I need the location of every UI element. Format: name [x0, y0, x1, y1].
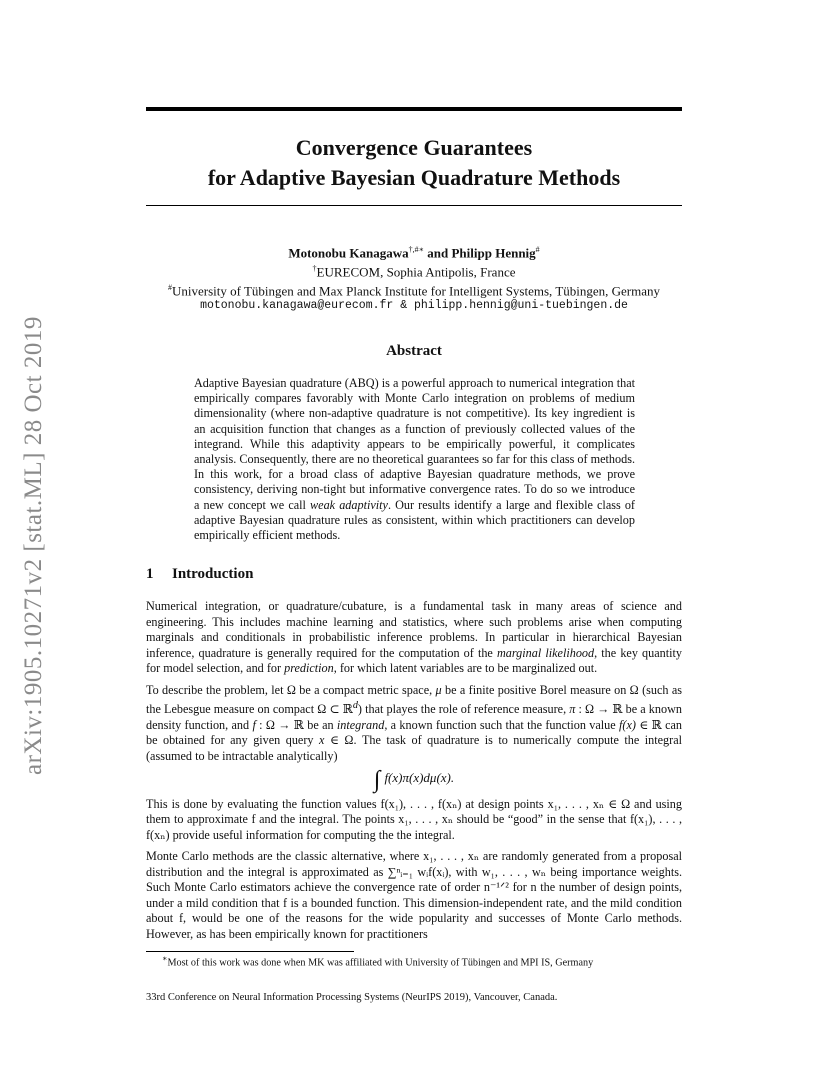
paragraph-2-superscript-d: d	[352, 700, 358, 711]
paragraph-2-x: x	[318, 733, 325, 748]
footnote-text: Most of this work was done when MK was affiliated with University of Tübingen and MPI IS, Germany	[167, 957, 594, 969]
paragraph-1-text-b: , the key quantity for model selection, and for	[146, 645, 682, 675]
paragraph-2-pi: π	[569, 702, 576, 717]
integral-equation	[146, 767, 682, 794]
author-block	[146, 242, 682, 314]
paragraph-1-text-a: Numerical integration, or quadrature/cubature, is a fundamental task in many areas of science and engineering. This includes machine learning and statistics, where such problems arise when computing marginals and conditionals in probabilistic inference problems. In particular in hierarchical Bayesian inference, quadrature is generally required for the computation of the	[146, 599, 682, 660]
paper-title	[146, 133, 682, 193]
paragraph-1-emphasis-2: prediction	[284, 661, 334, 675]
author-2-marks: #	[535, 245, 540, 254]
paragraph-1-text-c: , for which latent variables are to be marginalized out.	[333, 661, 598, 675]
paragraph-2-f: f	[252, 717, 256, 732]
section-heading-introduction	[146, 566, 253, 583]
footnote-rule	[146, 951, 354, 952]
paragraph-4: Monte Carlo methods are the classic alternative, where x₁, . . . , xₙ are randomly generated from a proposal distribution and the integral is approximated as ∑ⁿᵢ₌₁ wᵢf(xᵢ), with w₁, . . . , wₙ being importance weights. Such Monte Carlo estimators achieve the convergence rate of order n⁻¹ᐟ² for n the number of design points, under a mild condition that f is a bounded function. This dimension-independent rate, and the mild condition about f, would be one of the reasons for the wide popularity and successes of Monte Carlo methods. However, as has been empirically known for practitioners	[146, 849, 682, 941]
paragraph-2-text-h: , a known function such that the function value	[384, 717, 620, 732]
footnote-mark: ∗	[162, 954, 168, 963]
integral-sign: ∫	[373, 767, 381, 794]
author-connector: and Philipp Hennig	[427, 245, 536, 261]
title-line-1: Convergence Guarantees	[295, 135, 533, 160]
title-bottom-rule	[146, 205, 682, 206]
introduction-body	[146, 599, 682, 948]
paragraph-2-emphasis: integrand	[336, 717, 385, 732]
abstract-text-part-2: . Our results identify a large and flexible class of adaptive Bayesian quadrature rules as consistent, within which practitioners can develop empirically efficient methods.	[194, 497, 635, 543]
author-names	[146, 242, 682, 261]
paragraph-2-mu: μ	[435, 682, 442, 697]
author-1-marks: †,#∗	[408, 245, 425, 254]
footnote	[162, 954, 593, 968]
paragraph-2-text-c: ) that playes the role of reference measure,	[357, 702, 570, 717]
paragraph-2-text-j: ∈ Ω. The task of quadrature is to numerically compute the integral (assumed to be intractable analytically)	[146, 733, 683, 763]
arxiv-identifier-stamp: arXiv:1905.10271v2 [stat.ML] 28 Oct 2019	[20, 316, 47, 775]
author-emails: motonobu.kanagawa@eurecom.fr & philipp.hennig@uni-tuebingen.de	[200, 299, 628, 313]
paragraph-2-text-g: : Ω → ℝ be an	[255, 717, 337, 732]
affiliation-2-mark: #	[167, 282, 172, 292]
conference-footer: 33rd Conference on Neural Information Processing Systems (NeurIPS 2019), Vancouver, Canada.	[146, 992, 558, 1003]
paragraph-3: This is done by evaluating the function values f(x₁), . . . , f(xₙ) at design points x₁, . . . , xₙ ∈ Ω and using them to approximate f and the integral. The points x₁, . . . , xₙ should be “good” in the sense that f(x₁), . . . , f(xₙ) provide useful information for computing the the integral.	[146, 796, 682, 842]
title-top-rule	[146, 107, 682, 111]
paragraph-2	[146, 683, 682, 765]
integral-expression: f(x)π(x)dμ(x).	[384, 770, 455, 786]
paragraph-2-fx: f(x)	[619, 717, 636, 732]
section-title: Introduction	[172, 566, 254, 582]
affiliation-2-text: University of Tübingen and Max Planck Institute for Intelligent Systems, Tübingen, Germany	[171, 282, 661, 298]
abstract-heading: Abstract	[386, 343, 442, 359]
title-line-2: for Adaptive Bayesian Quadrature Methods	[207, 165, 621, 190]
paragraph-2-text-b: be a finite positive Borel measure on Ω (such as the Lebesgue measure on compact Ω ⊂ ℝ	[146, 682, 683, 717]
affiliation-1	[146, 261, 682, 280]
author-1-name: Motonobu Kanagawa	[288, 245, 409, 261]
affiliation-1-text: EURECOM, Sophia Antipolis, France	[316, 264, 516, 280]
section-number: 1	[146, 566, 154, 582]
paragraph-2-text-i: ∈ ℝ can be obtained for any given query	[146, 717, 682, 748]
abstract-text	[194, 376, 635, 543]
paragraph-1	[146, 599, 682, 677]
paragraph-2-text-e: : Ω → ℝ be a known density function, and	[146, 702, 682, 732]
paragraph-2-text-a: To describe the problem, let Ω be a compact metric space,	[146, 682, 436, 697]
abstract-emphasis: weak adaptivity	[310, 497, 388, 512]
paragraph-1-emphasis-1: marginal likelihood	[496, 645, 595, 660]
affiliation-1-mark: †	[312, 263, 317, 273]
affiliation-2	[146, 280, 682, 299]
abstract-text-part-1: Adaptive Bayesian quadrature (ABQ) is a powerful approach to numerical integration that empirically compares favorably with Monte Carlo integration on problems of medium dimensionality (where non-adaptive quadrature is not competitive). Its key ingredient is an acquisition function that changes as a function of previously collected values of the integrand. While this adaptivity appears to be empirically powerful, it complicates analysis. Consequently, there are no theoretical guarantees so far for this class of methods. In this work, for a broad class of adaptive Bayesian quadrature methods, we prove consistency, deriving non-tight but informative convergence rates. To do so we introduce a new concept we call	[194, 376, 635, 512]
